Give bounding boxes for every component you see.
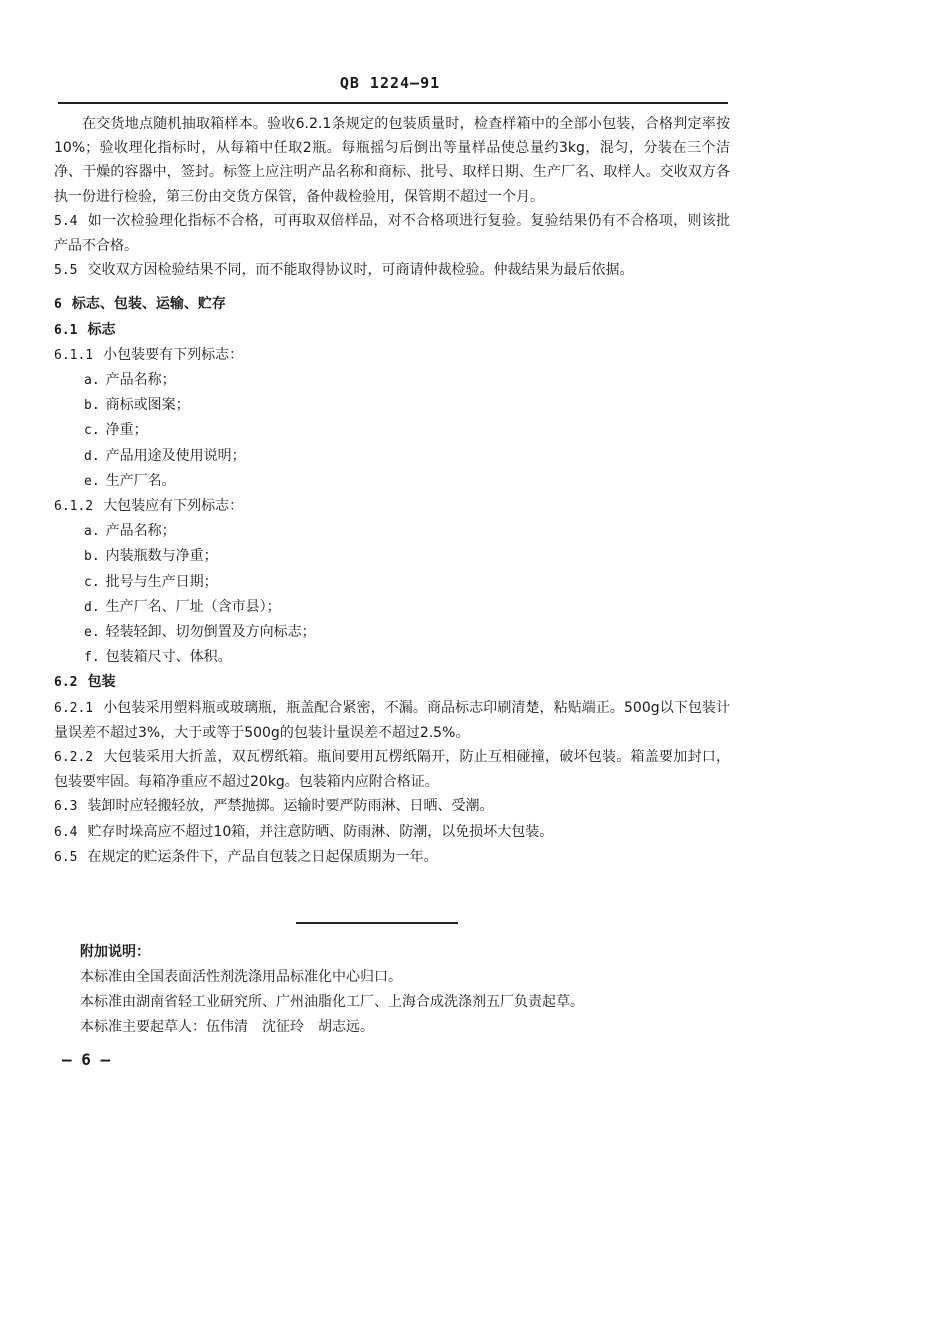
list-item xyxy=(54,645,730,670)
clause-text: 小包装采用塑料瓶或玻璃瓶，瓶盖配合紧密，不漏。商品标志印刷清楚，粘贴端正。500g以下包装计量误差不超过3%，大于或等于500g的包装计量误差不超过2.5%。 xyxy=(54,699,730,741)
item-text: 生产厂名。 xyxy=(105,472,176,489)
item-text: 产品名称； xyxy=(105,523,176,540)
section-title: 标志 xyxy=(87,321,116,338)
clause-number: 6.5 xyxy=(54,849,78,865)
item-label: d. xyxy=(84,448,100,464)
clause-5-4 xyxy=(54,209,730,258)
section-6-1-heading xyxy=(54,318,730,343)
item-text: 内装瓶数与净重； xyxy=(105,548,218,565)
document-code-header: QB 1224—91 xyxy=(339,74,441,92)
clause-text: 大包装采用大折盖，双瓦楞纸箱。瓶间要用瓦楞纸隔开，防止互相碰撞，破坏包装。箱盖要加封口，包装要牢固。每箱净重应不超过20kg。包装箱内应附合格证。 xyxy=(54,749,730,791)
addendum-line: 本标准由湖南省轻工业研究所、广州油脂化工厂、上海合成洗涤剂五厂负责起草。 xyxy=(80,994,584,1010)
item-text: 轻装轻卸、切勿倒置及方向标志； xyxy=(105,624,316,641)
list-item xyxy=(54,570,730,595)
item-label: a. xyxy=(84,373,100,389)
end-of-text-divider xyxy=(296,922,458,924)
list-item xyxy=(54,444,730,469)
clause-6-3 xyxy=(54,794,730,819)
clause-text: 在规定的贮运条件下，产品自包装之日起保质期为一年。 xyxy=(87,848,438,865)
list-item xyxy=(54,368,730,393)
list-item xyxy=(54,519,730,544)
list-item xyxy=(54,595,730,620)
list-item xyxy=(54,393,730,418)
clause-number: 6.3 xyxy=(54,799,78,815)
item-text: 批号与生产日期； xyxy=(105,573,218,590)
item-label: e. xyxy=(84,473,100,489)
item-label: d. xyxy=(84,599,100,615)
addendum-section xyxy=(80,940,720,1040)
item-label: a. xyxy=(84,524,100,540)
clause-text: 交收双方因检验结果不同，而不能取得协议时，可商请仲裁检验。仲裁结果为最后依据。 xyxy=(87,262,634,279)
spacer xyxy=(54,283,730,292)
clause-6-1-2 xyxy=(54,494,730,519)
clause-number: 6.1.1 xyxy=(54,347,94,363)
item-text: 净重； xyxy=(105,422,148,439)
item-label: e. xyxy=(84,625,100,641)
item-text: 产品名称； xyxy=(105,372,176,389)
list-item xyxy=(54,418,730,443)
document-body xyxy=(54,112,730,870)
clause-text: 贮存时垛高应不超过10箱，并注意防晒、防雨淋、防潮，以免损坏大包装。 xyxy=(87,823,554,840)
clause-number: 6.4 xyxy=(54,824,78,840)
header-divider xyxy=(58,102,728,104)
section-number: 6.2 xyxy=(54,675,78,691)
list-item xyxy=(54,469,730,494)
addendum-title: 附加说明： xyxy=(80,944,150,960)
item-text: 商标或图案； xyxy=(105,397,190,414)
item-text: 生产厂名、厂址（含市县）； xyxy=(105,598,281,615)
addendum-line: 本标准主要起草人：伍伟清 沈征玲 胡志远。 xyxy=(80,1019,374,1035)
clause-text: 小包装要有下列标志： xyxy=(103,346,244,363)
section-title: 标志、包装、运输、贮存 xyxy=(71,296,226,313)
list-item xyxy=(54,544,730,569)
clause-6-1-1 xyxy=(54,343,730,368)
clause-number: 5.4 xyxy=(54,213,78,229)
addendum-line: 本标准由全国表面活性剂洗涤用品标准化中心归口。 xyxy=(80,969,402,985)
page-number: — 6 — xyxy=(62,1050,111,1069)
section-title: 包装 xyxy=(87,674,116,691)
section-number: 6 xyxy=(54,297,62,313)
clause-number: 6.1.2 xyxy=(54,499,94,515)
item-text: 产品用途及使用说明； xyxy=(105,447,246,464)
clause-text: 装卸时应轻搬轻放，严禁抛掷。运输时要严防雨淋、日晒、受潮。 xyxy=(87,798,494,815)
item-label: b. xyxy=(84,398,100,414)
item-label: f. xyxy=(84,650,100,666)
item-label: b. xyxy=(84,549,100,565)
list-item xyxy=(54,620,730,645)
item-label: c. xyxy=(84,574,100,590)
item-label: c. xyxy=(84,423,100,439)
section-6-2-heading xyxy=(54,670,730,695)
clause-6-2-1 xyxy=(54,696,730,745)
clause-text: 大包装应有下列标志： xyxy=(103,498,244,515)
clause-number: 6.2.1 xyxy=(54,700,94,716)
intro-paragraph: 在交货地点随机抽取箱样本。验收6.2.1条规定的包装质量时，检查样箱中的全部小包装，合格判定率按10%；验收理化指标时，从每箱中任取2瓶。每瓶摇匀后倒出等量样品使总量约3kg，混匀，分装在三个洁净、干燥的容器中，签封。标签上应注明产品名称和商标、批号、取样日期、生产厂名、取样人。交收双方各执一份进行检验，第三份由交货方保管，备仲裁检验用，保管期不超过一个月。 xyxy=(54,116,730,205)
clause-6-5 xyxy=(54,845,730,870)
clause-5-5 xyxy=(54,258,730,283)
section-6-heading xyxy=(54,292,730,317)
clause-number: 6.2.2 xyxy=(54,750,94,766)
clause-text: 如一次检验理化指标不合格，可再取双倍样品，对不合格项进行复验。复验结果仍有不合格项，则该批产品不合格。 xyxy=(54,212,730,255)
section-number: 6.1 xyxy=(54,322,78,338)
clause-number: 5.5 xyxy=(54,263,78,279)
clause-6-2-2 xyxy=(54,745,730,794)
item-text: 包装箱尺寸、体积。 xyxy=(105,649,232,666)
clause-6-4 xyxy=(54,820,730,845)
